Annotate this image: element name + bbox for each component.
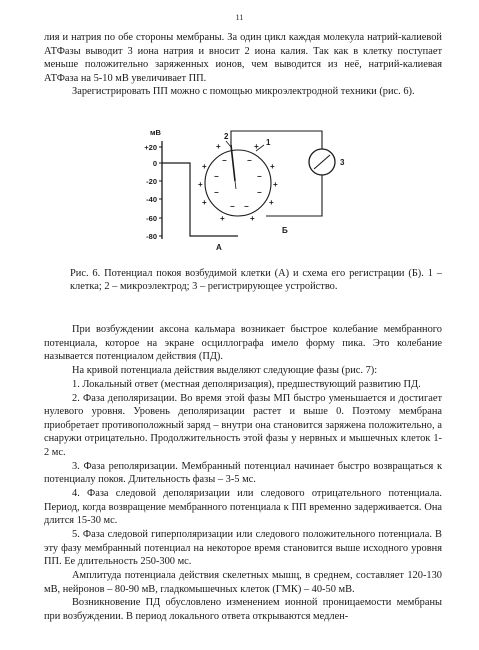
resting-potential-trace [162,163,238,236]
wire-top [231,131,322,149]
plus-sign: + [202,198,207,207]
axis-unit-label: мВ [150,128,161,137]
paragraph: 4. Фаза следовой деполяризации или следового отрицательного потенциала. Период, когда возвращение мембранного потенциала к ПП временно задерживается. Она длится 15-30 мс. [44,488,442,527]
paragraph: 3. Фаза реполяризации. Мембранный потенциал начинает быстро возвращаться к потенциалу покоя. Длительность фазы – 3-5 мс. [44,460,442,486]
plus-sign: + [202,162,207,171]
minus-sign: − [222,156,227,165]
paragraph: 5. Фаза следовой гиперполяризации или следового положительного потенциала. В эту фазу мембранный потенциал на некоторое время становится выше исходного уровня ПП. Ее длительность 250-300 мс. [44,529,442,568]
tick-label: -80 [146,232,157,241]
device-needle [314,155,330,169]
paragraph: Возникновение ПД обусловлено изменением ионной проницаемости мембраны при возбуждении. В период локального ответа открываются медлен- [44,597,442,622]
outer-charges [198,142,278,223]
y-axis-ticks [144,143,162,241]
plus-sign: + [254,142,259,151]
label-2: 2 [224,132,229,141]
tick-label: +20 [144,143,157,152]
cell-circle [205,150,271,216]
paragraph: При возбуждении аксона кальмара возникает быстрое колебание мембранного потенциала, которое на экране осциллографа имело форму пика. Это колебание называется потенциалом действия (ПД). [44,324,442,363]
text-block-top [44,31,442,99]
plus-sign: + [273,180,278,189]
figure-caption [70,267,442,294]
minus-sign: − [214,188,219,197]
plus-sign: + [220,214,225,223]
plus-sign: + [270,162,275,171]
minus-sign: − [214,172,219,181]
plus-sign: + [269,198,274,207]
minus-sign: − [257,172,262,181]
paragraph: лия и натрия по обе стороны мембраны. За один цикл каждая молекула натрий-калиевой АТФазы выводит 3 иона натрия и вносит 2 иона калия. Так как в клетку поступает меньше положительно заряженных ионов, чем выводится из неё, натрий-калиевая АТФаза на 5-10 мВ увеличивает ПП. [44,32,442,84]
plus-sign: + [198,180,203,189]
tick-label: 0 [152,159,157,168]
inner-charges [214,156,262,211]
label-3: 3 [340,158,345,167]
figure-6 [130,123,360,258]
label-1: 1 [266,138,271,147]
microelectrode-tip [235,181,236,189]
page-number: 11 [235,13,244,22]
paragraph: 2. Фаза деполяризации. Во время этой фазы МП быстро уменьшается и достигает нулевого уровня. Уровень деполяризации растет и выше 0. Поэтому мембрана приобретает противоположный заряд – внутри она становится заряжена положительно, а снаружи отрицательно. Продолжительность этой фазы у нервных и мышечных клеток 1-2 мс. [44,392,442,458]
paragraph: На кривой потенциала действия выделяют следующие фазы (рис. 7): [72,364,378,376]
tick-label: -60 [146,214,157,223]
minus-sign: − [244,202,249,211]
caption-text: Рис. 6. Потенциал покоя возбудимой клетки (А) и схема его регистрации (Б). 1 – клетка; 2 – микроэлектрод; 3 – регистрирующее устройство. [70,268,442,293]
tick-label: -40 [146,195,157,204]
minus-sign: − [230,202,235,211]
paragraph: Амплитуда потенциала действия скелетных мышц, в среднем, составляет 120-130 мВ, нейронов – 80-90 мВ, гладкомышечных клеток (ГМК) – 40-50 мВ. [44,570,442,595]
minus-sign: − [247,156,252,165]
paragraph: Зарегистрировать ПП можно с помощью микроэлектродной техники (рис. 6). [72,86,415,98]
electrode-pointer [226,141,231,147]
plus-sign: + [250,214,255,223]
label-b: Б [282,226,288,235]
plus-sign: + [216,142,221,151]
paragraph: 1. Локальный ответ (местная деполяризация), предшествующий развитию ПД. [72,378,421,390]
label-a: А [216,243,222,252]
text-block-main [44,323,442,624]
minus-sign: − [257,188,262,197]
tick-label: -20 [146,177,157,186]
